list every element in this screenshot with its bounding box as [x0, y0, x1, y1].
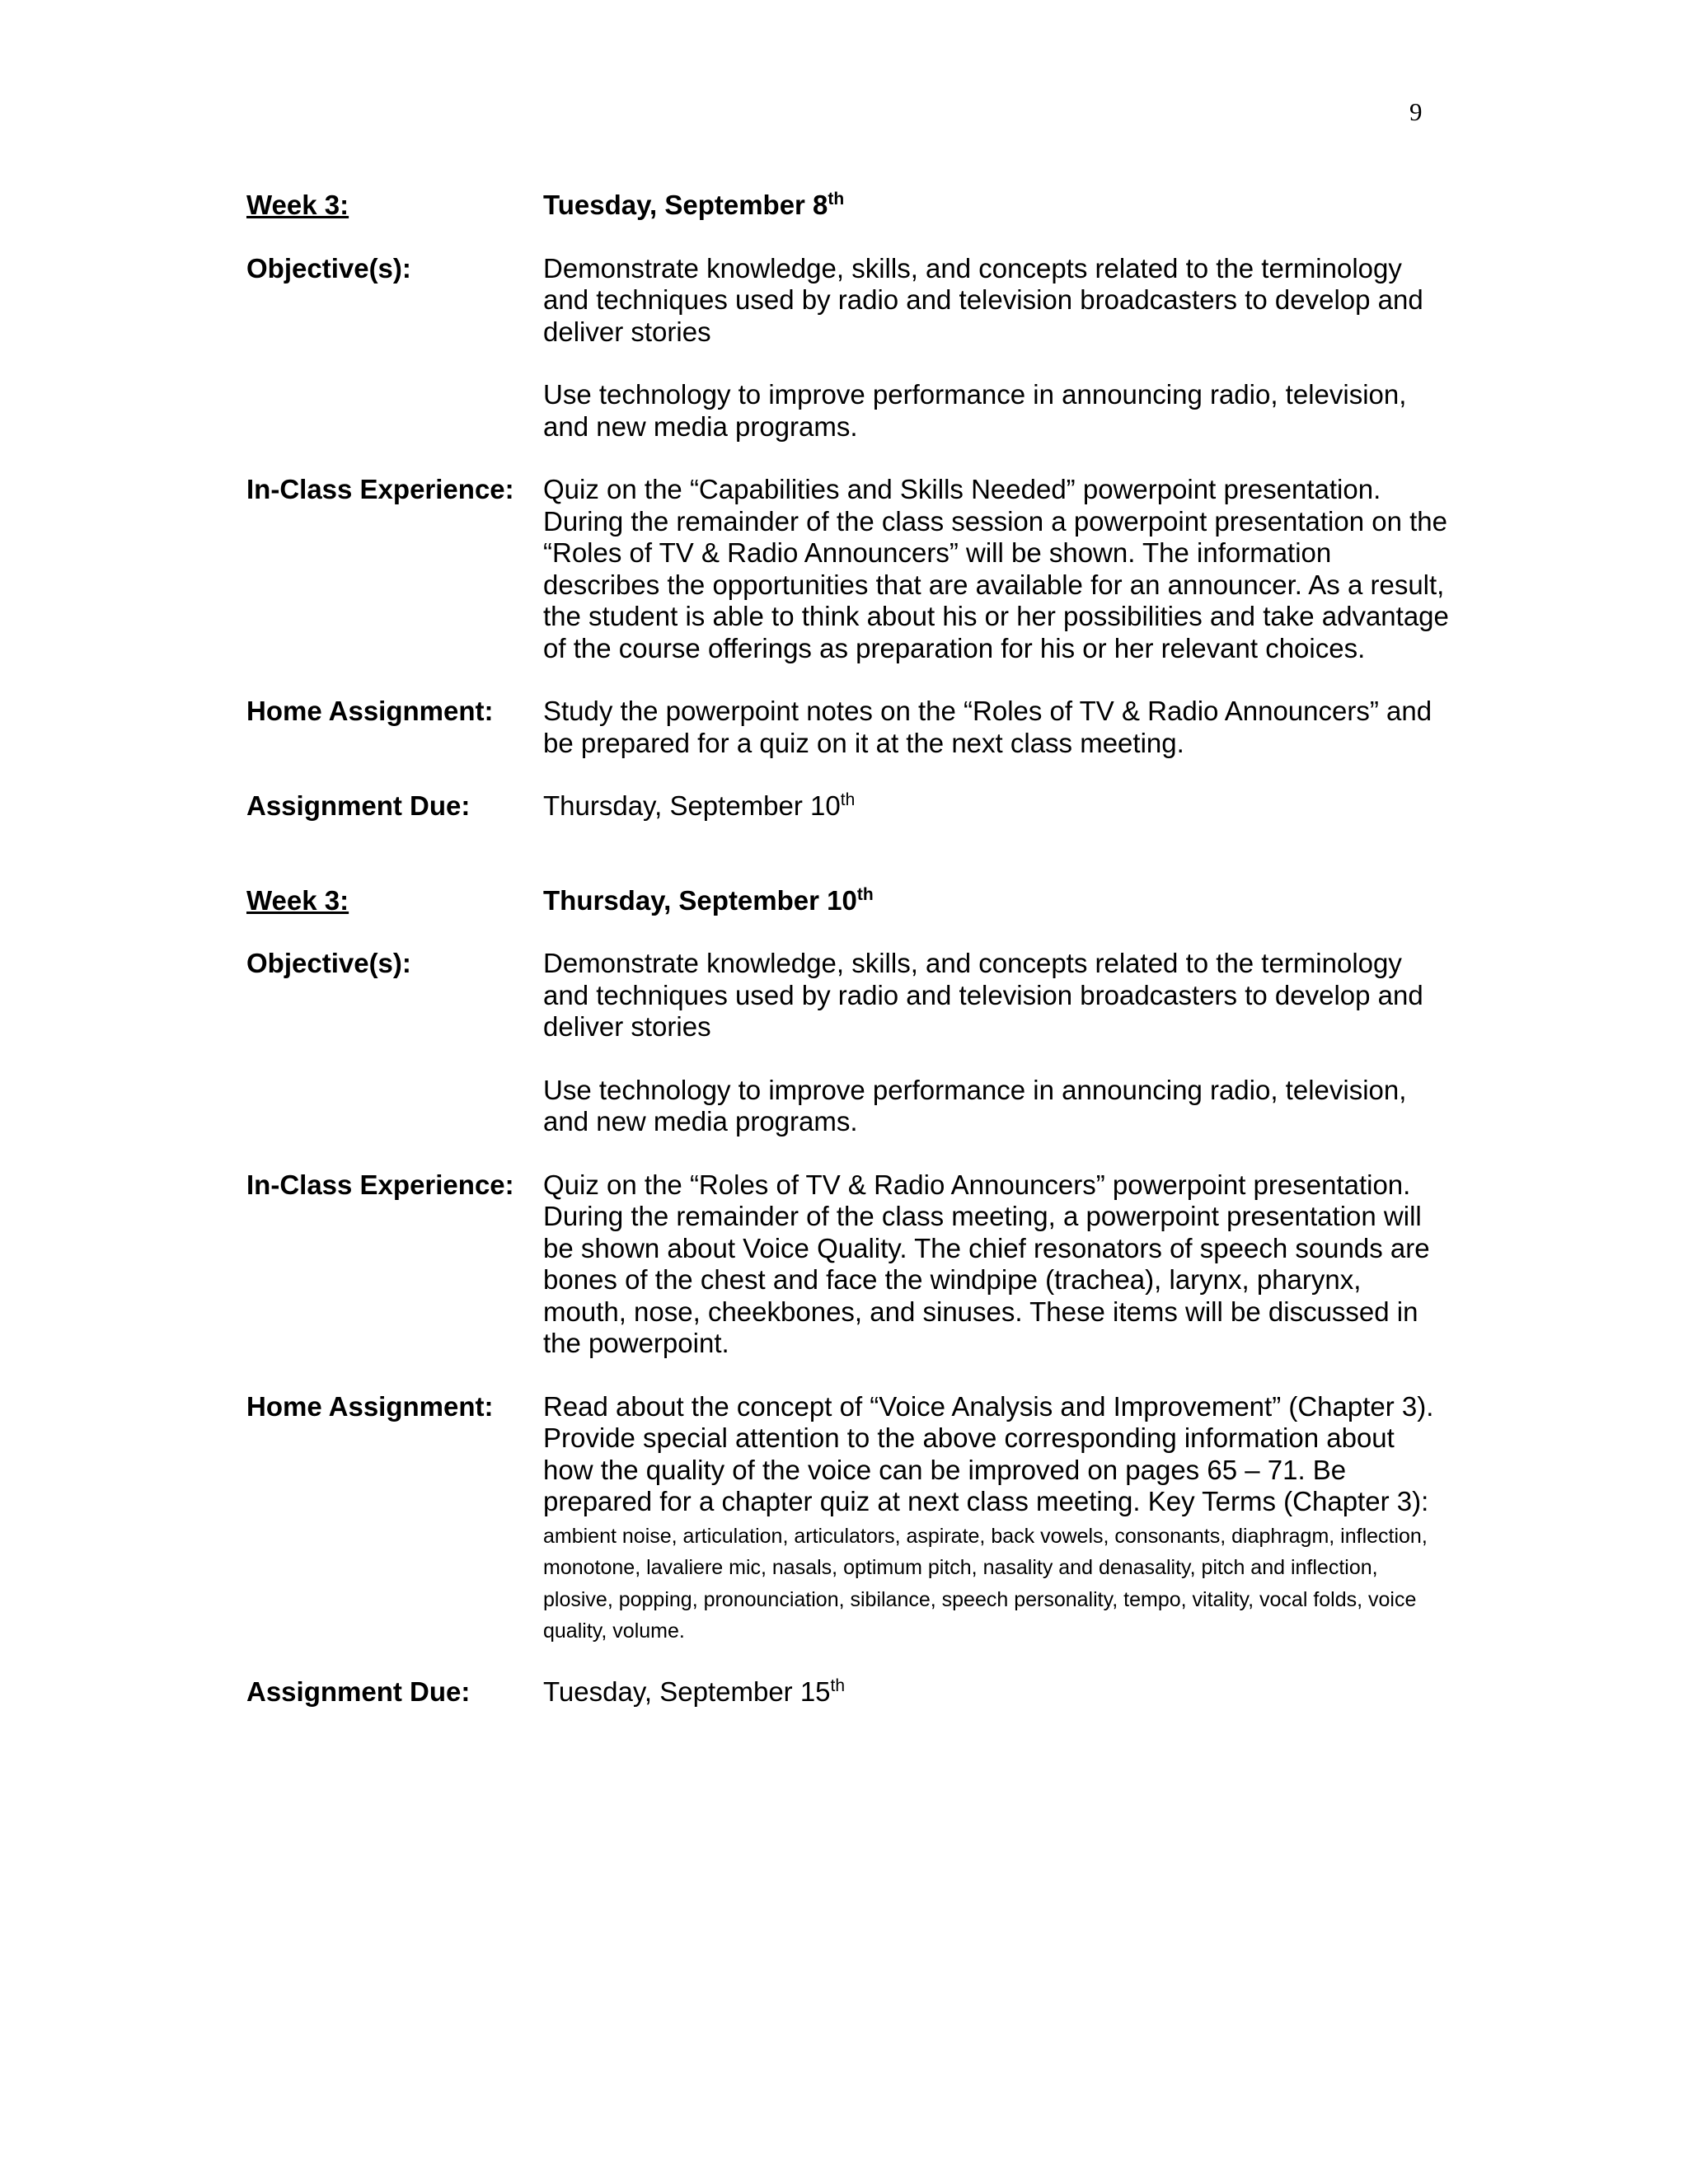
inclass-text: Quiz on the “Roles of TV & Radio Announcers” powerpoint presentation. During the remainder of the class meeting, a powerpoint presentation will be shown about Voice Quality. The chief resonators of speech sounds are bones of the chest and face the windpipe (trachea), larynx, pharynx, mouth, nose, cheekbones, and sinuses. These items will be discussed in the powerpoint. — [543, 1169, 1430, 1358]
week-header-row — [246, 885, 1450, 917]
assignment-due-row — [246, 790, 1450, 823]
assignment-due-date: Thursday, September 10th — [543, 790, 856, 821]
assignment-due-label: Assignment Due: — [246, 790, 471, 821]
objectives-label: Objective(s): — [246, 948, 411, 978]
week-section-tuesday — [246, 190, 1450, 823]
page-number: 9 — [1409, 97, 1423, 126]
inclass-row — [246, 474, 1450, 664]
objectives-label: Objective(s): — [246, 252, 411, 284]
home-assignment-text: Study the powerpoint notes on the “Roles of TV & Radio Announcers” and be prepared for a quiz on it at the next class meeting. — [543, 696, 1432, 758]
objectives-text: Demonstrate knowledge, skills, and concepts related to the terminology and techniques used by radio and television broadcasters to develop and deliver stories Use technology to improve performance in announcing radio, television, and new media programs. — [543, 252, 1423, 442]
week-header-row — [246, 190, 1450, 222]
objectives-row — [246, 948, 1450, 1138]
inclass-label: In-Class Experience: — [246, 474, 514, 504]
week-date: Tuesday, September 8th — [543, 190, 845, 220]
week-label: Week 3: — [246, 884, 349, 916]
objectives-text: Demonstrate knowledge, skills, and concepts related to the terminology and techniques used by radio and television broadcasters to develop and deliver stories Use technology to improve performance in announcing radio, television, and new media programs. — [543, 948, 1423, 1137]
home-assignment-row — [246, 696, 1450, 759]
home-assignment-row — [246, 1391, 1450, 1645]
home-assignment-text: Read about the concept of “Voice Analysis and Improvement” (Chapter 3). Provide special attention to the above corresponding information about how the quality of the voice can be improved on pages 65 – 71. Be prepared for a chapter quiz at next class meeting. Key Terms (Chapter 3): ambient noise, articulation, articulators, aspirate, back vowels, consonants, diaphragm, inflection, monotone, lavaliere mic, nasals, optimum pitch, nasality and denasality, pitch and inflection, plosive, popping, pronounciation, sibilance, speech personality, tempo, vitality, vocal folds, voice quality, volume. — [543, 1390, 1434, 1643]
schedule-content — [246, 190, 1450, 1708]
key-terms: ambient noise, articulation, articulators, aspirate, back vowels, consonants, diaphragm, inflection, monotone, lavaliere mic, nasals, optimum pitch, nasality and denasality, pitch and inflection, plosive, popping, pronounciation, sibilance, speech personality, tempo, vitality, vocal folds, voice quality, volume. — [543, 1524, 1428, 1643]
home-assignment-label: Home Assignment: — [246, 1390, 494, 1422]
home-assignment-label: Home Assignment: — [246, 696, 494, 726]
week-date: Thursday, September 10th — [543, 884, 874, 916]
assignment-due-date: Tuesday, September 15th — [543, 1675, 846, 1707]
inclass-row — [246, 1169, 1450, 1360]
assignment-due-label: Assignment Due: — [246, 1675, 471, 1707]
inclass-label: In-Class Experience: — [246, 1169, 514, 1200]
assignment-due-row — [246, 1676, 1450, 1708]
objectives-row — [246, 253, 1450, 443]
inclass-text: Quiz on the “Capabilities and Skills Needed” powerpoint presentation. During the remainder of the class session a powerpoint presentation on the “Roles of TV & Radio Announcers” will be shown. The information describes the opportunities that are available for an announcer. As a result, the student is able to think about his or her possibilities and take advantage of the course offerings as preparation for his or her relevant choices. — [543, 474, 1449, 663]
week-label: Week 3: — [246, 190, 349, 220]
week-section-thursday — [246, 885, 1450, 1708]
